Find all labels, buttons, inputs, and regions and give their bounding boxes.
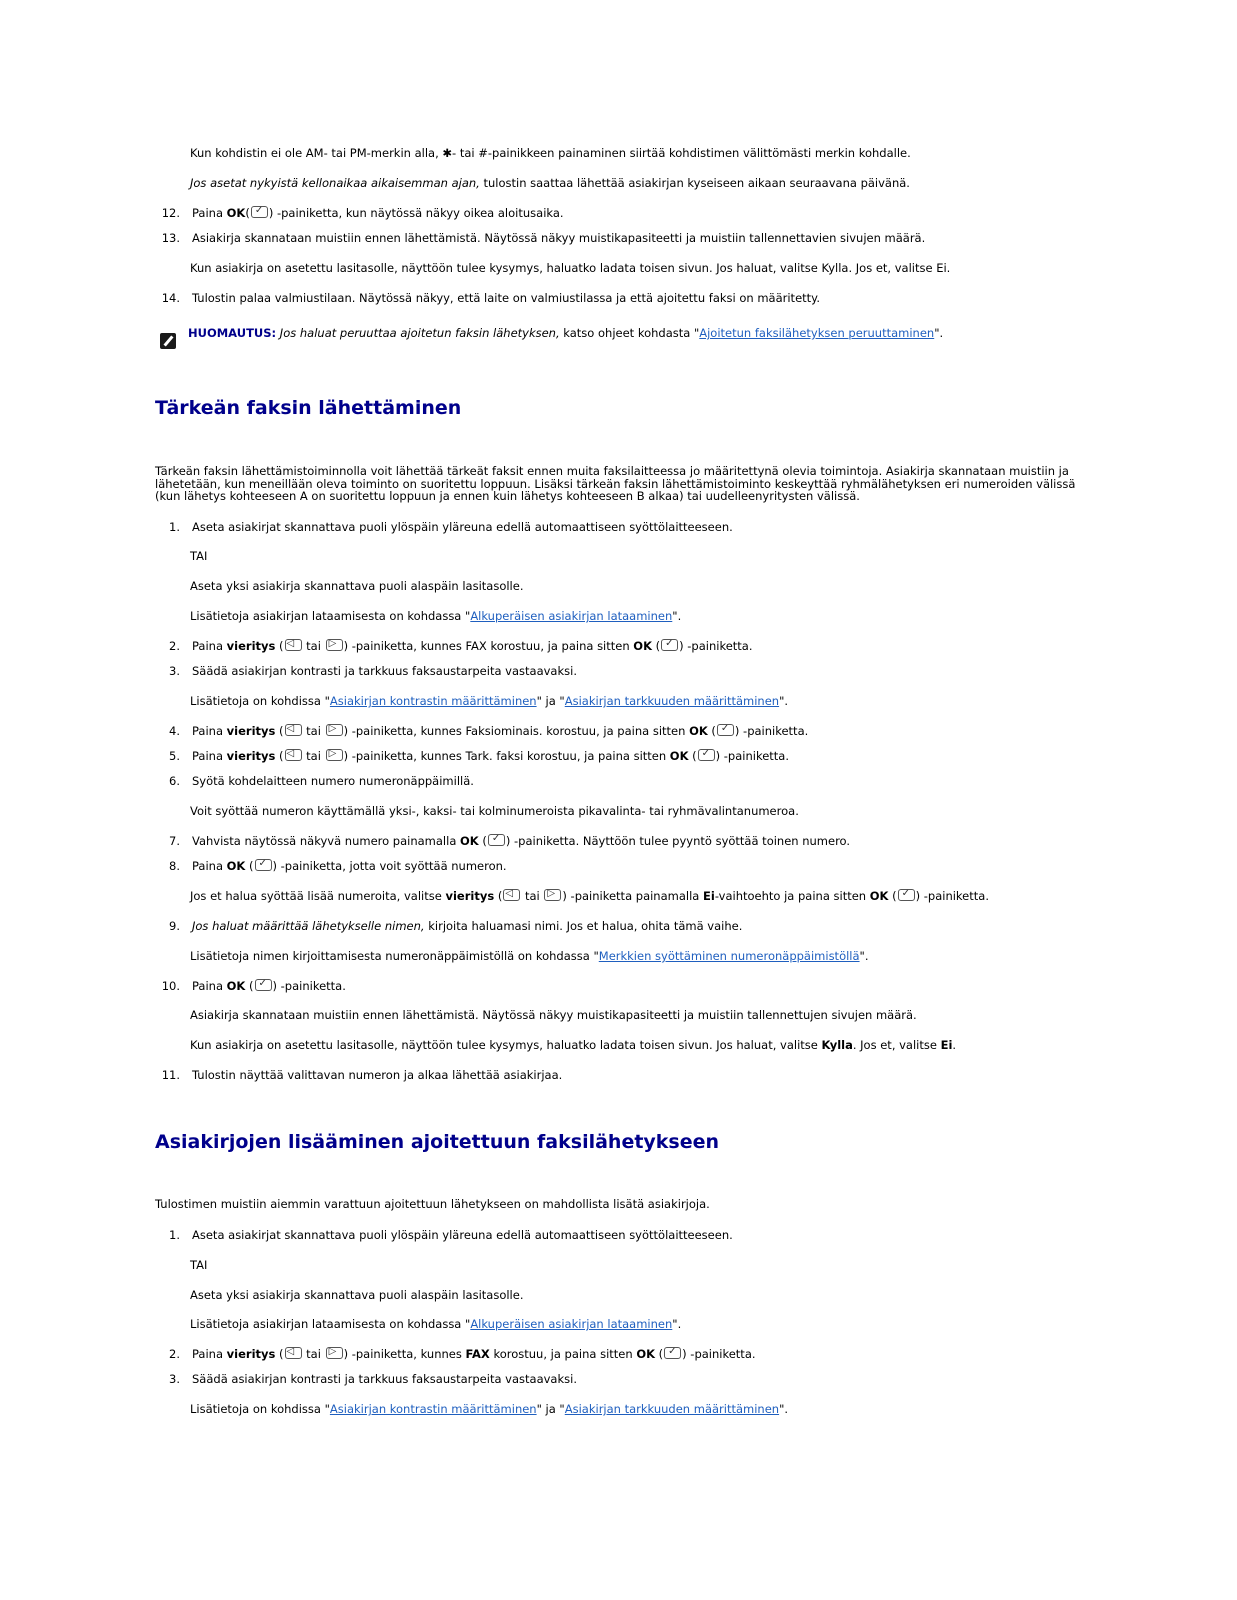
note <box>188 326 943 340</box>
step-9 <box>192 919 742 933</box>
paragraph: Kun asiakirja on asetettu lasitasolle, näyttöön tulee kysymys, haluatko ladata toisen sivun. Jos haluat, valitse Kylla. Jos et, valitse Ei. <box>190 261 951 275</box>
step-14: Tulostin palaa valmiustilaan. Näytössä näkyy, että laite on valmiustilassa ja että ajoitettu faksi on määritetty. <box>192 291 820 305</box>
scroll-label: vieritys <box>226 1347 276 1361</box>
text: tai <box>521 889 544 903</box>
text: Paina <box>192 859 227 873</box>
text: Paina <box>192 206 227 220</box>
text: ) -painiketta. <box>915 889 989 903</box>
text: ( <box>707 724 716 738</box>
text: ( <box>245 979 254 993</box>
link-resolution[interactable]: Asiakirjan tarkkuuden määrittäminen <box>564 1402 780 1416</box>
scroll-left-key-icon <box>285 724 302 736</box>
text: Vahvista näytössä näkyvä numero painamalla <box>192 834 461 848</box>
text: ( <box>275 724 284 738</box>
ok-key-icon <box>898 889 915 901</box>
scroll-left-key-icon <box>285 1347 302 1359</box>
text: -vaihtoehto ja paina sitten <box>714 889 870 903</box>
step-number: 12. <box>161 206 180 220</box>
step-number: 2. <box>169 639 180 653</box>
step-number: 14. <box>161 291 180 305</box>
link-cancel-scheduled-fax[interactable]: Ajoitetun faksilähetyksen peruuttaminen <box>699 326 935 340</box>
step-number: 6. <box>169 774 180 788</box>
text: ) -painiketta painamalla <box>562 889 703 903</box>
step-1: Aseta asiakirjat skannattava puoli ylöspäin yläreuna edellä automaattiseen syöttölaitteeseen. <box>192 520 733 534</box>
step-number: 13. <box>161 231 180 245</box>
text: ) -painiketta, kun näytössä näkyy oikea aloitusaika. <box>268 206 564 220</box>
text: ( <box>245 206 250 220</box>
scroll-left-key-icon <box>285 749 302 761</box>
italic-text: Jos asetat nykyistä kellonaikaa aikaisemman ajan, <box>190 176 480 190</box>
text: ) -painiketta. <box>272 979 346 993</box>
fax-label: FAX <box>465 1347 490 1361</box>
ok-label: OK <box>460 834 479 848</box>
step-number: 9. <box>169 919 180 933</box>
text: kirjoita haluamasi nimi. Jos et halua, ohita tämä vaihe. <box>424 919 743 933</box>
text: ) -painiketta. Näyttöön tulee pyyntö syöttää toinen numero. <box>505 834 851 848</box>
text: tai <box>302 724 325 738</box>
step-10 <box>192 979 346 993</box>
ok-key-icon <box>717 724 734 736</box>
text: Kun asiakirja on asetettu lasitasolle, näyttöön tulee kysymys, haluatko ladata toisen sivun. Jos haluat, valitse <box>190 1038 822 1052</box>
ok-label: OK <box>636 1347 655 1361</box>
text: ( <box>888 889 897 903</box>
paragraph <box>190 1038 956 1052</box>
step-number: 4. <box>169 724 180 738</box>
step-2 <box>192 639 753 653</box>
ok-label: OK <box>226 206 246 220</box>
paragraph: Asiakirja skannataan muistiin ennen lähettämistä. Näytössä näkyy muistikapasiteetti ja muistiin tallennettujen sivujen määrä. <box>190 1008 917 1022</box>
ei-label: Ei <box>703 889 715 903</box>
text: tai <box>302 1347 325 1361</box>
step-number: 5. <box>169 749 180 763</box>
kylla-label: Kylla <box>821 1038 853 1052</box>
step-number: 11. <box>161 1068 180 1082</box>
ok-key-icon <box>488 834 505 846</box>
paragraph <box>190 694 788 708</box>
link-load-original[interactable]: Alkuperäisen asiakirjan lataaminen <box>470 609 673 623</box>
step-12 <box>192 206 564 220</box>
text: ". <box>934 326 944 340</box>
step-number: 3. <box>169 1372 180 1386</box>
paragraph <box>190 1317 681 1331</box>
text: ( <box>245 859 254 873</box>
step-number: 7. <box>169 834 180 848</box>
text: ) -painiketta, kunnes <box>343 1347 466 1361</box>
scroll-right-key-icon <box>326 749 343 761</box>
step-3: Säädä asiakirjan kontrasti ja tarkkuus faksaustarpeita vastaavaksi. <box>192 1372 577 1386</box>
ok-label: OK <box>669 749 689 763</box>
text: ) -painiketta. <box>734 724 809 738</box>
ok-label: OK <box>226 859 246 873</box>
italic-text: Jos haluat peruuttaa ajoitetun faksin lähetyksen, <box>276 326 560 340</box>
text: Lisätietoja nimen kirjoittamisesta numeronäppäimistöllä on kohdassa " <box>190 949 599 963</box>
scroll-label: vieritys <box>226 639 276 653</box>
link-contrast[interactable]: Asiakirjan kontrastin määrittäminen <box>329 1402 537 1416</box>
paragraph: Voit syöttää numeron käyttämällä yksi-, kaksi- tai kolminumeroista pikavalinta- tai ryhmävalintanumeroa. <box>190 804 799 818</box>
ei-label: Ei <box>940 1038 953 1052</box>
step-number: 2. <box>169 1347 180 1361</box>
text: tai <box>302 639 325 653</box>
text: . <box>952 1038 957 1052</box>
paragraph <box>190 146 911 160</box>
ok-key-icon <box>698 749 715 761</box>
section-heading: Asiakirjojen lisääminen ajoitettuun faksilähetykseen <box>155 1131 720 1153</box>
or-text: TAI <box>190 1258 208 1272</box>
step-number: 1. <box>169 520 180 534</box>
intro-paragraph: Tulostimen muistiin aiemmin varattuun ajoitettuun lähetykseen on mahdollista lisätä asiakirjoja. <box>155 1197 710 1211</box>
paragraph <box>190 609 681 623</box>
text: ) -painiketta. <box>679 639 753 653</box>
scroll-label: vieritys <box>445 889 495 903</box>
text: Lisätietoja on kohdissa " <box>190 694 330 708</box>
scroll-right-key-icon <box>326 1347 343 1359</box>
text: korostuu, ja paina sitten <box>489 1347 637 1361</box>
scroll-left-key-icon <box>503 889 520 901</box>
text: Paina <box>192 724 227 738</box>
text: ( <box>494 889 503 903</box>
text: tulostin saattaa lähettää asiakirjan kyseiseen aikaan seuraavana päivänä. <box>479 176 910 190</box>
text: ( <box>478 834 487 848</box>
text: ) -painiketta, kunnes FAX korostuu, ja paina sitten <box>343 639 634 653</box>
paragraph: Aseta yksi asiakirja skannattava puoli alaspäin lasitasolle. <box>190 1288 524 1302</box>
link-keypad-characters[interactable]: Merkkien syöttäminen numeronäppäimistöllä <box>598 949 860 963</box>
step-number: 1. <box>169 1228 180 1242</box>
text: ) -painiketta. <box>715 749 790 763</box>
text: ". <box>672 609 682 623</box>
intro-paragraph: Tärkeän faksin lähettämistoiminnolla voit lähettää tärkeät faksit ennen muita faksilaitteessa jo määritettynä olevia toimintoja. Asiakirja skannataan muistiin ja lähetetään, kun meneillään oleva toiminto on suoritettu loppuun. Lisäksi tärkeän faksin lähettämistoiminto keskeyttää ryhmälähetyksen eri numeroiden välissä (kun lähetys kohteeseen A on suoritettu loppuun ja ennen kuin lähetys kohteeseen B alkaa) tai uudelleenyritysten välissä. <box>155 464 1076 503</box>
text: ) -painiketta. <box>682 1347 756 1361</box>
step-13: Asiakirja skannataan muistiin ennen lähettämistä. Näytössä näkyy muistikapasiteetti ja muistiin tallennettavien sivujen määrä. <box>192 231 926 245</box>
text: ". <box>779 694 789 708</box>
paragraph <box>190 889 989 903</box>
step-11: Tulostin näyttää valittavan numeron ja alkaa lähettää asiakirjaa. <box>192 1068 563 1082</box>
text: Paina <box>192 979 227 993</box>
ok-label: OK <box>689 724 708 738</box>
step-2 <box>192 1347 756 1361</box>
text: ". <box>779 1402 789 1416</box>
step-1: Aseta asiakirjat skannattava puoli ylöspäin yläreuna edellä automaattiseen syöttölaitteeseen. <box>192 1228 733 1242</box>
text: Jos et halua syöttää lisää numeroita, valitse <box>190 889 446 903</box>
text: Lisätietoja asiakirjan lataamisesta on kohdassa " <box>190 1317 471 1331</box>
text: Lisätietoja on kohdissa " <box>190 1402 330 1416</box>
paragraph <box>190 1402 788 1416</box>
scroll-left-key-icon <box>285 639 302 651</box>
text: Paina <box>192 749 227 763</box>
ok-key-icon <box>255 979 272 991</box>
text: ( <box>275 749 284 763</box>
text: ( <box>655 1347 664 1361</box>
text: " ja " <box>536 1402 565 1416</box>
step-6: Syötä kohdelaitteen numero numeronäppäimillä. <box>192 774 474 788</box>
text: ( <box>651 639 661 653</box>
scroll-label: vieritys <box>226 749 276 763</box>
paragraph <box>190 949 869 963</box>
paragraph: Aseta yksi asiakirja skannattava puoli alaspäin lasitasolle. <box>190 579 524 593</box>
text: . Jos et, valitse <box>852 1038 941 1052</box>
ok-key-icon <box>251 206 268 218</box>
text: ) -painiketta, kunnes Faksiominais. korostuu, ja paina sitten <box>343 724 690 738</box>
ok-label: OK <box>226 979 246 993</box>
ok-key-icon <box>661 639 678 651</box>
step-number: 8. <box>169 859 180 873</box>
italic-text: Jos haluat määrittää lähetykselle nimen, <box>192 919 425 933</box>
scroll-right-key-icon <box>544 889 561 901</box>
text: ". <box>672 1317 682 1331</box>
scroll-label: vieritys <box>226 724 276 738</box>
link-contrast[interactable]: Asiakirjan kontrastin määrittäminen <box>329 694 537 708</box>
text: ) -painiketta, jotta voit syöttää numeron. <box>272 859 507 873</box>
text: tai <box>302 749 325 763</box>
link-resolution[interactable]: Asiakirjan tarkkuuden määrittäminen <box>564 694 780 708</box>
note-pencil-icon <box>160 333 176 349</box>
or-text: TAI <box>190 549 208 563</box>
text: ". <box>859 949 869 963</box>
step-8 <box>192 859 507 873</box>
text: katso ohjeet kohdasta " <box>559 326 700 340</box>
step-7 <box>192 834 850 848</box>
text: ( <box>688 749 697 763</box>
step-5 <box>192 749 789 763</box>
ok-label: OK <box>633 639 652 653</box>
step-number: 3. <box>169 664 180 678</box>
text: Paina <box>192 639 227 653</box>
text: " ja " <box>536 694 565 708</box>
step-4 <box>192 724 808 738</box>
step-3: Säädä asiakirjan kontrasti ja tarkkuus faksaustarpeita vastaavaksi. <box>192 664 577 678</box>
note-label: HUOMAUTUS: <box>188 326 277 340</box>
ok-label: OK <box>869 889 889 903</box>
text: ( <box>275 639 284 653</box>
text: Paina <box>192 1347 227 1361</box>
scroll-right-key-icon <box>326 639 343 651</box>
ok-key-icon <box>255 859 272 871</box>
text: ( <box>275 1347 284 1361</box>
step-number: 10. <box>161 979 180 993</box>
scroll-right-key-icon <box>326 724 343 736</box>
ok-key-icon <box>664 1347 681 1359</box>
text: Lisätietoja asiakirjan lataamisesta on kohdassa " <box>190 609 471 623</box>
section-heading: Tärkeän faksin lähettäminen <box>155 397 462 419</box>
paragraph <box>190 176 910 190</box>
text: Kun kohdistin ei ole AM- tai PM-merkin alla, ✱- tai #-painikkeen painaminen siirtää kohdistimen välittömästi merkin kohdalle. <box>190 146 911 160</box>
link-load-original[interactable]: Alkuperäisen asiakirjan lataaminen <box>470 1317 673 1331</box>
text: ) -painiketta, kunnes Tark. faksi korostuu, ja paina sitten <box>343 749 670 763</box>
